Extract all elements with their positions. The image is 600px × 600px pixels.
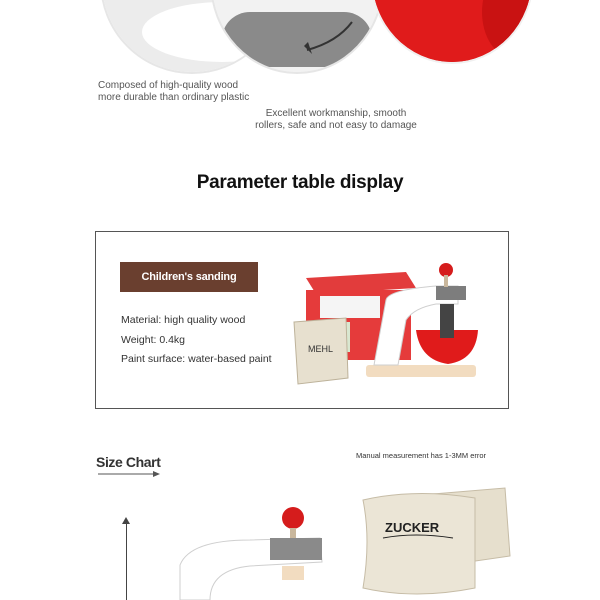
mixer-arm-illustration	[170, 500, 340, 600]
paint-spec: Paint surface: water-based paint	[121, 353, 272, 365]
weight-spec: Weight: 0.4kg	[121, 334, 186, 346]
product-illustration	[286, 260, 486, 400]
zucker-bag-label: ZUCKER	[385, 520, 440, 535]
mehl-bag-label: MEHL	[308, 344, 334, 354]
parameter-table	[95, 231, 509, 409]
wood-caption-line1: Composed of high-quality wood	[98, 80, 239, 91]
wood-caption-line2: more durable than ordinary plastic	[98, 92, 250, 103]
workmanship-caption-line2: rollers, safe and not easy to damage	[255, 120, 417, 131]
workmanship-caption	[236, 108, 436, 132]
section-title: Parameter table display	[196, 172, 404, 193]
red-bowl-detail-image	[372, 0, 532, 62]
measurement-note: Manual measurement has 1-3MM error	[356, 451, 487, 460]
height-measure-line	[126, 520, 127, 600]
workmanship-caption-line1: Excellent workmanship, smooth	[265, 108, 407, 119]
zucker-bag-illustration	[355, 480, 515, 600]
gear-detail-circle	[210, 0, 384, 74]
size-chart-title: Size Chart	[96, 454, 161, 470]
wood-quality-caption	[98, 80, 298, 104]
size-chart-arrow-icon	[98, 470, 160, 478]
red-bowl-detail-circle	[370, 0, 534, 64]
material-spec: Material: high quality wood	[121, 314, 246, 326]
product-name-badge: Children's sanding machine	[120, 262, 258, 292]
